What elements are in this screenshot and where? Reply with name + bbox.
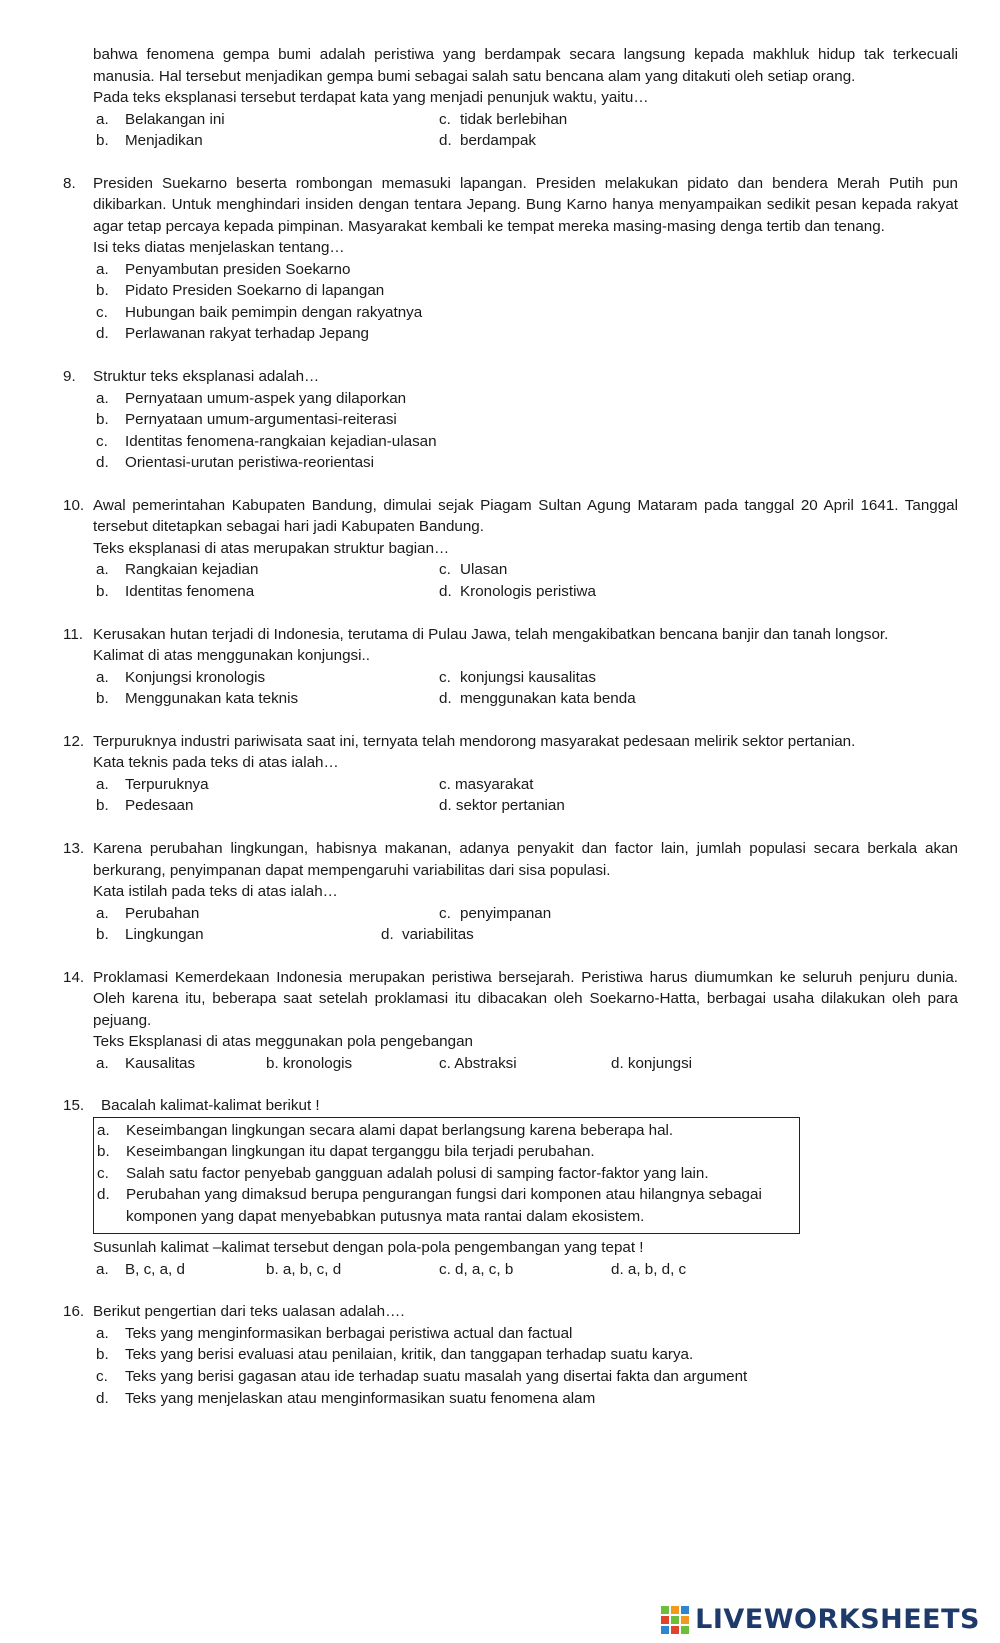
option-c[interactable]: c. tidak berlebihan (439, 110, 568, 128)
question-text: Berikut pengertian dari teks ualasan adalah…. (93, 1303, 405, 1321)
option-b[interactable]: b. Pedesaan (96, 797, 194, 815)
question-number: 15. (63, 1097, 85, 1115)
option-c[interactable]: c. Hubungan baik pemimpin dengan rakyatnya (96, 303, 423, 321)
question-text: Struktur teks eksplanasi adalah… (93, 368, 320, 386)
question-12 (0, 731, 1000, 817)
options-list (96, 259, 1000, 345)
option-d[interactable]: d. sektor pertanian (439, 797, 565, 815)
option-b[interactable]: b. Pidato Presiden Soekarno di lapangan (96, 282, 385, 300)
option-a[interactable]: a. Terpuruknya (96, 775, 209, 793)
question-number: 11. (63, 625, 83, 643)
question-number: 13. (63, 840, 85, 857)
options-list (96, 1323, 1000, 1409)
option-d[interactable]: d. konjungsi (611, 1054, 693, 1072)
option-a[interactable]: a. Penyambutan presiden Soekarno (96, 260, 351, 278)
box-sentence-a: a. Keseimbangan lingkungan secara alami dapat berlangsung karena beberapa hal. (97, 1121, 674, 1139)
options-row (96, 1053, 1000, 1075)
option-a[interactable]: a. Pernyataan umum-aspek yang dilaporkan (96, 389, 407, 407)
option-d[interactable]: d. a, b, d, c (611, 1260, 687, 1278)
option-c[interactable]: c. d, a, c, b (439, 1260, 514, 1278)
option-a[interactable]: a. Konjungsi kronologis (96, 668, 266, 686)
question-text: Kerusakan hutan terjadi di Indonesia, terutama di Pulau Jawa, telah mengakibatkan bencana banjir dan tanah longsor. (93, 625, 889, 643)
question-10 (0, 495, 1000, 603)
sentences-box (93, 1117, 800, 1235)
question-prompt: Teks Eksplanasi di atas meggunakan pola pengebangan (93, 1033, 473, 1051)
question-text: Presiden Suekarno beserta rombongan memasuki lapangan. Presiden melakukan pidato dan bendera Merah Putih pun dikibarkan. Untuk menghindari insiden dengan tentara Jepang. Bung Karno hanya menyampaikan sedikit pesan kepada rakyat agar tetap percaya kepada pimpinan. Masyarakat kembali ke tempat mereka masing-masing denga tertib dan tenang. (93, 174, 958, 235)
option-d[interactable]: d. menggunakan kata benda (439, 690, 636, 708)
question-text: Terpuruknya industri pariwisata saat ini, ternyata telah mendorong masyarakat pedesaan melirik sektor pertanian. (93, 732, 856, 750)
question-15 (0, 1095, 1000, 1280)
question-13 (0, 838, 1000, 946)
option-c[interactable]: c. Identitas fenomena-rangkaian kejadian-ulasan (96, 432, 437, 450)
box-sentence-d: d. Perubahan yang dimaksud berupa pengurangan fungsi dari komponen atau hilangnya sebagai komponen yang dapat menyebabkan putusnya mata rantai dalam ekosistem. (97, 1186, 762, 1225)
worksheet-content (0, 44, 1000, 1409)
options-row (96, 1259, 1000, 1281)
option-a[interactable]: a. Rangkaian kejadian (96, 561, 259, 579)
question-number: 8. (63, 174, 76, 192)
option-c[interactable]: c. konjungsi kausalitas (439, 668, 596, 686)
option-a[interactable]: a. Teks yang menginformasikan berbagai peristiwa actual dan factual (96, 1324, 573, 1342)
question-9 (0, 366, 1000, 474)
question-prompt: Kata teknis pada teks di atas ialah… (93, 754, 339, 772)
question-prompt: Susunlah kalimat –kalimat tersebut dengan pola-pola pengembangan yang tepat ! (93, 1239, 644, 1257)
options-grid (96, 109, 1000, 152)
option-d[interactable]: d. Perlawanan rakyat terhadap Jepang (96, 325, 370, 343)
option-b[interactable]: b. a, b, c, d (266, 1260, 342, 1278)
option-d[interactable]: d. variabilitas (381, 926, 474, 944)
option-a[interactable]: a. Belakangan ini (96, 110, 225, 128)
question-prompt: Teks eksplanasi di atas merupakan struktur bagian… (93, 539, 450, 557)
option-a[interactable]: a. Kausalitas (96, 1054, 196, 1072)
liveworksheets-logo-icon (661, 1606, 689, 1634)
box-sentence-b: b. Keseimbangan lingkungan itu dapat terganggu bila terjadi perubahan. (97, 1143, 595, 1161)
question-text: Awal pemerintahan Kabupaten Bandung, dimulai sejak Piagam Sultan Agung Mataram pada tanggal 20 April 1641. Tanggal tersebut ditetapkan sebagai hari jadi Kabupaten Bandung. (93, 496, 958, 536)
option-c[interactable]: c. penyimpanan (439, 904, 552, 922)
question-8 (0, 173, 1000, 345)
options-grid (96, 559, 1000, 602)
option-b[interactable]: b. Pernyataan umum-argumentasi-reiterasi (96, 411, 397, 429)
question-prompt: Kata istilah pada teks di atas ialah… (93, 883, 338, 900)
option-a[interactable]: a. Perubahan (96, 904, 200, 922)
question-11 (0, 624, 1000, 710)
question-7-continued (0, 44, 1000, 152)
option-a[interactable]: a. B, c, a, d (96, 1260, 185, 1278)
logo-wordmark: LIVEWORKSHEETS (695, 1604, 980, 1636)
question-number: 9. (63, 368, 76, 386)
option-b[interactable]: b. kronologis (266, 1054, 353, 1072)
option-b[interactable]: b. Identitas fenomena (96, 583, 255, 601)
option-c[interactable]: c. masyarakat (439, 775, 534, 793)
question-number: 14. (63, 968, 85, 986)
options-grid (96, 774, 1000, 817)
options-list (96, 388, 1000, 474)
question-text: Karena perubahan lingkungan, habisnya makanan, adanya penyakit dan factor lain, jumlah populasi secara berkala akan berkurang, penyimpanan dapat mempengaruhi variabilitas dari sisa populasi. (93, 840, 958, 879)
question-prompt: Pada teks eksplanasi tersebut terdapat kata yang menjadi penunjuk waktu, yaitu… (93, 89, 649, 106)
option-d[interactable]: d. Teks yang menjelaskan atau menginformasikan suatu fenomena alam (96, 1389, 596, 1407)
option-d[interactable]: d. Kronologis peristiwa (439, 583, 596, 601)
question-text: Proklamasi Kemerdekaan Indonesia merupakan peristiwa bersejarah. Peristiwa harus diumumkan ke seluruh penjuru dunia. Oleh karena itu, beberapa saat setelah proklamasi itu dibacakan oleh Soekarno-Hatta, berbagai usaha dilakukan oleh para pejuang. (93, 968, 958, 1029)
option-b[interactable]: b. Teks yang berisi evaluasi atau penilaian, kritik, dan tanggapan terhadap suatu karya. (96, 1346, 694, 1364)
options-grid (96, 903, 1000, 946)
option-d[interactable]: d. berdampak (439, 132, 536, 150)
box-sentence-c: c. Salah satu factor penyebab gangguan adalah polusi di samping factor-faktor yang lain. (97, 1164, 709, 1182)
question-prompt: Isi teks diatas menjelaskan tentang… (93, 239, 345, 257)
question-number: 10. (63, 496, 85, 514)
option-b[interactable]: b. Menggunakan kata teknis (96, 690, 299, 708)
question-text: Bacalah kalimat-kalimat berikut ! (101, 1097, 320, 1115)
question-14 (0, 967, 1000, 1075)
question-prompt: Kalimat di atas menggunakan konjungsi.. (93, 647, 370, 665)
question-number: 16. (63, 1303, 85, 1321)
question-number: 12. (63, 732, 85, 750)
question-text: bahwa fenomena gempa bumi adalah peristiwa yang berdampak secara langsung kepada makhluk hidup tak terkecuali manusia. Hal tersebut menjadikan gempa bumi sebagai salah satu bencana alam yang ditakuti oleh setiap orang. (93, 46, 958, 85)
question-16 (0, 1301, 1000, 1409)
option-b[interactable]: b. Menjadikan (96, 132, 203, 150)
option-c[interactable]: c. Teks yang berisi gagasan atau ide terhadap suatu masalah yang disertai fakta dan argument (96, 1368, 748, 1386)
option-c[interactable]: c. Abstraksi (439, 1054, 517, 1072)
option-d[interactable]: d. Orientasi-urutan peristiwa-reorientasi (96, 454, 375, 472)
options-grid (96, 667, 1000, 710)
liveworksheets-logo[interactable] (661, 1603, 980, 1637)
option-b[interactable]: b. Lingkungan (96, 926, 204, 944)
option-c[interactable]: c. Ulasan (439, 561, 508, 579)
